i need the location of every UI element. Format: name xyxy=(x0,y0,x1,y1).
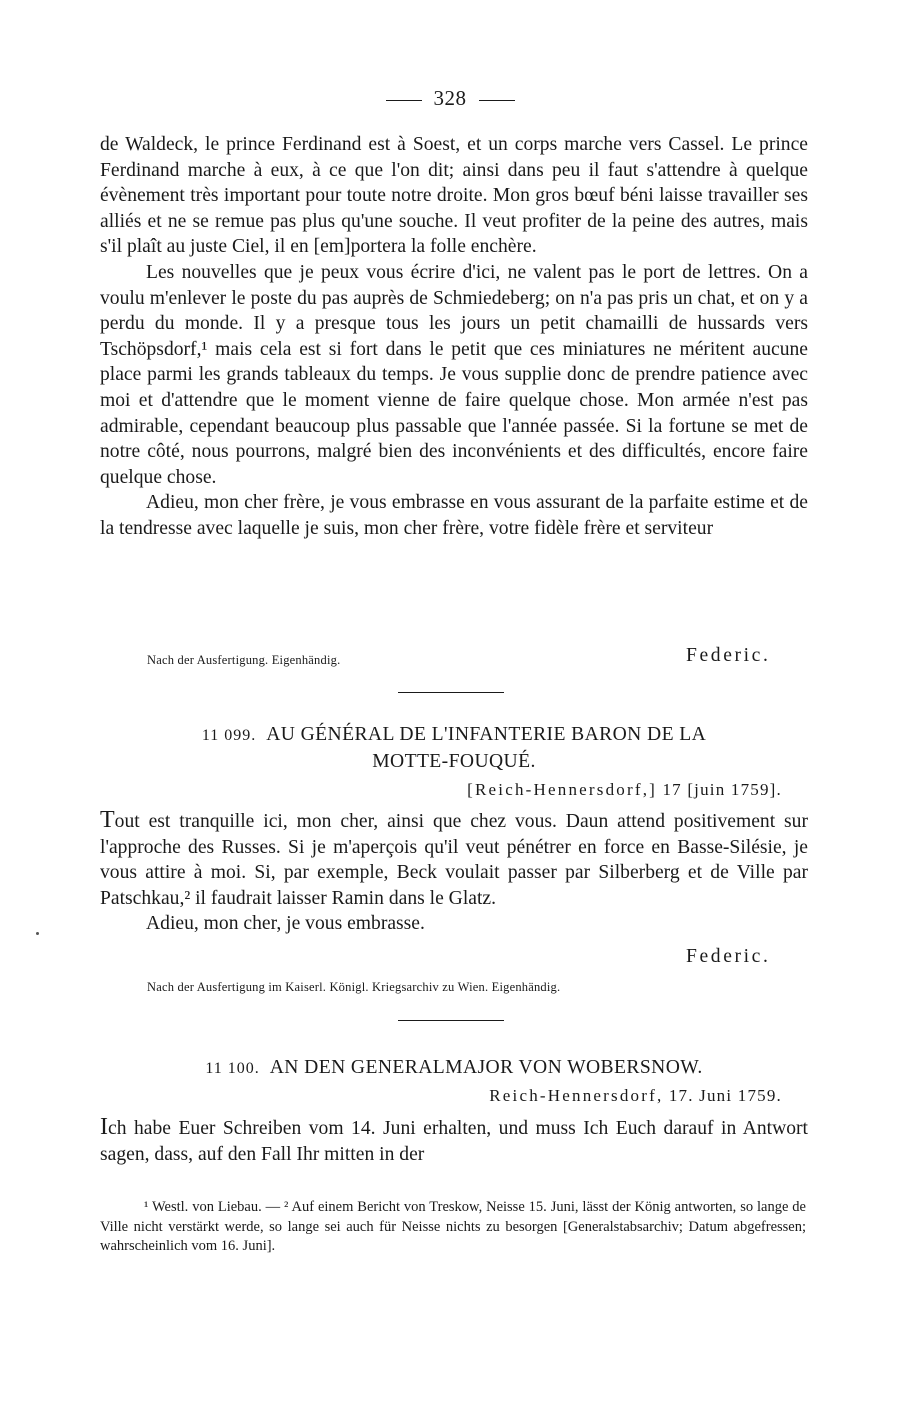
letter-three-text: ch habe Euer Schreiben vom 14. Juni erhalten, und muss Ich Euch darauf in Antwort sagen, dass, auf den Fall Ihr mitten in der xyxy=(100,1118,808,1165)
header-dash-right xyxy=(479,100,515,101)
letter-two-initial: T xyxy=(100,807,115,833)
letter-one-paragraph-3: Adieu, mon cher frère, je vous embrasse en vous assurant de la parfaite estime et de la tendresse avec laquelle je suis, mon cher frère, votre fidèle frère et serviteur xyxy=(100,492,808,539)
letter-one-body xyxy=(100,132,808,542)
letter-two-title-line1: AU GÉNÉRAL DE L'INFANTERIE BARON DE LA xyxy=(266,724,707,745)
section-separator-2 xyxy=(398,1020,504,1021)
letter-two-place: [Reich-Hennersdorf,] xyxy=(467,780,658,799)
letter-one-source: Nach der Ausfertigung. Eigenhändig. xyxy=(147,653,341,667)
letter-three-number: 11 100. xyxy=(205,1060,260,1077)
section-separator-1 xyxy=(398,692,504,693)
letter-three-initial: I xyxy=(100,1114,108,1140)
letter-two-number: 11 099. xyxy=(201,727,257,744)
footnote-text: ¹ Westl. von Liebau. — ² Auf einem Bericht von Treskow, Neisse 15. Juni, lässt der König antworten, so lange de Ville nicht verstärkt werde, so lange sei auch für Neisse nichts zu besorgen [Generalstabsarchiv; Datum abgefressen; wahrscheinlich vom 16. Juni]. xyxy=(100,1199,806,1255)
page-header xyxy=(0,86,900,111)
letter-three-heading xyxy=(100,1055,808,1082)
letter-two-title-line2: MOTTE-FOUQUÉ. xyxy=(372,750,536,772)
letter-two-heading xyxy=(100,722,808,774)
letter-two-place-date xyxy=(467,780,782,800)
letter-two-source: Nach der Ausfertigung im Kaiserl. Königl. Kriegsarchiv zu Wien. Eigenhändig. xyxy=(147,980,561,994)
page-number: 328 xyxy=(433,86,467,110)
letter-two-closing: Adieu, mon cher, je vous embrasse. xyxy=(146,913,425,935)
margin-dot xyxy=(36,932,39,935)
letter-three-place-date xyxy=(489,1086,782,1106)
letter-three-date: 17. Juni 1759. xyxy=(668,1086,782,1105)
letter-three-title: AN DEN GENERALMAJOR VON WOBERSNOW. xyxy=(269,1057,703,1078)
letter-two-body xyxy=(100,808,808,937)
header-dash-left xyxy=(386,100,422,101)
letter-three-place: Reich-Hennersdorf, xyxy=(489,1086,664,1105)
letter-one-signature: Federic. xyxy=(686,645,771,666)
letter-two-signature: Federic. xyxy=(686,946,771,967)
letter-two-date: 17 [juin 1759]. xyxy=(662,780,782,799)
footnotes xyxy=(100,1198,806,1257)
letter-one-paragraph-1: de Waldeck, le prince Ferdinand est à Soest, et un corps marche vers Cassel. Le prince Ferdinand marche à eux, à ce que l'on dit; ainsi dans peu il faut s'attendre à quelque évènement très important pour toute notre droite. Mon gros bœuf béni laisse travailler ses alliés et ne se remue pas plus qu'une souche. Il veut profiter de la peine des autres, mais s'il plaît au juste Ciel, il en [em]portera la folle enchère. xyxy=(100,134,808,258)
letter-one-paragraph-2: Les nouvelles que je peux vous écrire d'ici, ne valent pas le port de lettres. On a voulu m'enlever le poste du pas auprès de Schmiedeberg; on n'a pas pris un chat, et on y a perdu du monde. Il y a presque tous les jours un petit chamailli de hussards vers Tschöpsdorf,¹ mais cela est si fort dans le petit que ces miniatures ne méritent aucune place parmi les grands tableaux du temps. Je vous supplie donc de prendre patience avec moi et d'attendre que le moment vienne de faire quelque chose. Mon armée n'est pas admirable, cependant beaucoup plus passable que l'année passée. Si la fortune se met de notre côté, nous pourrons, malgré bien des inconvénients et des difficultés, encore faire quelque chose. xyxy=(100,261,808,488)
letter-two-text: out est tranquille ici, mon cher, ainsi que chez vous. Daun attend positivement sur l'approche des Russes. Si je m'aperçois qu'il veut pénétrer en force en Basse-Silésie, je vous attire à moi. Si, par exemple, Beck voulait passer par Silberberg et de Ville par Patschkau,² il faudrait laisser Ramin dans le Glatz. xyxy=(100,811,808,909)
letter-three-body xyxy=(100,1115,808,1167)
